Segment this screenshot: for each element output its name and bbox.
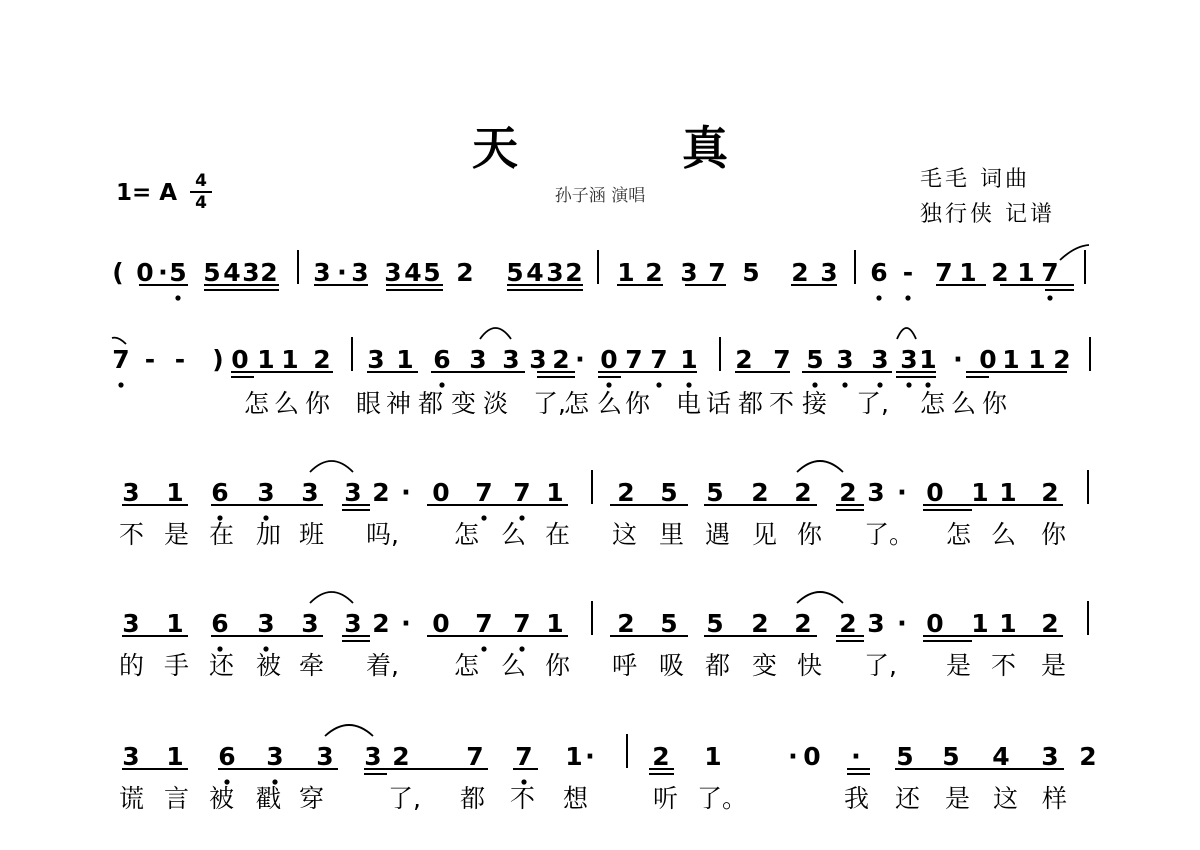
note: 2 (751, 609, 769, 638)
note: 3 (122, 742, 140, 771)
lyric-syllable: 么 (274, 389, 300, 418)
note: 0 (136, 258, 154, 287)
lyric-syllable: 都 (460, 784, 486, 813)
lyric-syllable: 怎 (946, 520, 972, 549)
lyric-syllable: 怎 (454, 651, 480, 680)
lyricist-composer-credit: 毛毛 词曲 (920, 167, 1030, 192)
lyric-syllable: 不 (769, 389, 795, 418)
note: 3 (301, 478, 319, 507)
note: 3 (351, 258, 369, 287)
note: 7 (773, 345, 791, 374)
note: 0 (231, 345, 249, 374)
tie (310, 461, 353, 472)
note: 1 (999, 478, 1017, 507)
song-title: 天 真 (471, 121, 802, 175)
note: 1 (959, 258, 977, 287)
note: · (401, 609, 411, 639)
note: 2 (751, 478, 769, 507)
note: 3 (316, 742, 334, 771)
note: · (158, 258, 168, 288)
note: 5 (506, 258, 524, 287)
note: 1 (617, 258, 635, 287)
note: 7 (1041, 258, 1059, 287)
note: 2 (260, 258, 278, 287)
lyric-syllable: 都 (705, 651, 731, 680)
note: 1 (396, 345, 414, 374)
note: 1 (999, 609, 1017, 638)
note: 0 (432, 609, 450, 638)
note: · (851, 742, 861, 772)
lyric-syllable: 样 (1042, 784, 1068, 813)
note: 2 (1041, 609, 1059, 638)
lyric-syllable: 被 (256, 651, 282, 680)
note: 3 (820, 258, 838, 287)
note: 2 (652, 742, 670, 771)
note: 3 (301, 609, 319, 638)
note: 7 (935, 258, 953, 287)
lyric-syllable: 吗, (366, 520, 399, 549)
lyric-syllable: 了, (388, 784, 421, 813)
lyric-syllable: 在 (545, 520, 571, 549)
note: 3 (546, 258, 564, 287)
lyric-syllable: 里 (659, 520, 685, 549)
lyric-syllable: 你 (982, 389, 1008, 418)
note: 2 (1041, 478, 1059, 507)
note: ( (112, 258, 124, 287)
note: 1 (971, 478, 989, 507)
note: 5 (742, 258, 760, 287)
note: 3 (344, 478, 362, 507)
lyric-syllable: 见 (752, 520, 778, 549)
note: · (897, 609, 907, 639)
note: 6 (211, 609, 229, 638)
note: ) (212, 345, 224, 374)
note: 1 (971, 609, 989, 638)
lyric-syllable: 是 (1041, 651, 1067, 680)
lyric-syllable: 怎 (244, 389, 270, 418)
note: 4 (992, 742, 1010, 771)
note: 3 (1041, 742, 1059, 771)
note: 7 (513, 609, 531, 638)
low-octave-dot (842, 382, 847, 387)
note: 3 (836, 345, 854, 374)
lyric-syllable: 你 (545, 651, 571, 680)
note: 5 (660, 609, 678, 638)
note: 1 (546, 609, 564, 638)
note: 3 (529, 345, 547, 374)
lyric-syllable: 是 (164, 520, 190, 549)
note: 3 (871, 345, 889, 374)
singer-credit: 孙子涵 演唱 (554, 186, 646, 206)
lyric-syllable: 你 (1041, 520, 1067, 549)
note: 3 (867, 478, 885, 507)
time-signature-bottom: 4 (195, 193, 207, 213)
note: 2 (839, 478, 857, 507)
lyric-syllable: 神 (386, 389, 412, 418)
note: 5 (806, 345, 824, 374)
note: 1 (680, 345, 698, 374)
lyric-syllable: 听 (653, 784, 679, 813)
lyric-syllable: 吸 (659, 651, 685, 680)
lyric-syllable: 的 (119, 651, 145, 680)
note: 0 (432, 478, 450, 507)
lyric-syllable: 着, (366, 651, 399, 680)
note: 0 (926, 478, 944, 507)
tie (797, 592, 843, 603)
note: 3 (122, 609, 140, 638)
note: - (144, 345, 156, 374)
note: 1 (166, 742, 184, 771)
lyric-syllable: 我 (844, 784, 870, 813)
note: 3 (502, 345, 520, 374)
note: 5 (896, 742, 914, 771)
lyric-syllable: 还 (895, 784, 921, 813)
lyric-syllable: 电 (676, 389, 702, 418)
note: 5 (203, 258, 221, 287)
lyric-syllable: 还 (209, 651, 235, 680)
note: 7 (513, 478, 531, 507)
note: 7 (515, 742, 533, 771)
note: 2 (456, 258, 474, 287)
note: - (902, 258, 914, 287)
lyric-syllable: 变 (752, 651, 778, 680)
lyric-syllable: 了, (856, 389, 889, 418)
note: · (575, 345, 585, 375)
note: 2 (794, 609, 812, 638)
note: 2 (565, 258, 583, 287)
note: · (585, 742, 595, 772)
note: 2 (991, 258, 1009, 287)
note: 1 (166, 478, 184, 507)
note: 3 (364, 742, 382, 771)
lyric-syllable: 眼 (356, 389, 382, 418)
note: 2 (1079, 742, 1097, 771)
note: 3 (367, 345, 385, 374)
note: 7 (112, 345, 130, 374)
note: 3 (313, 258, 331, 287)
note: 2 (735, 345, 753, 374)
lyric-syllable: 淡 (483, 389, 509, 418)
lyric-syllable: 都 (418, 389, 444, 418)
lyric-syllable: 被 (209, 784, 235, 813)
note: 2 (794, 478, 812, 507)
lyric-syllable: 了。 (864, 520, 915, 549)
note: 3 (242, 258, 260, 287)
note: 7 (475, 609, 493, 638)
note: 2 (392, 742, 410, 771)
note: · (897, 478, 907, 508)
lyric-syllable: 是 (945, 784, 971, 813)
lyric-syllable: 不 (119, 520, 145, 549)
lyric-syllable: 你 (305, 389, 331, 418)
tie (797, 461, 843, 472)
note: 0 (979, 345, 997, 374)
lyric-syllable: 话 (706, 389, 732, 418)
note: 2 (1053, 345, 1071, 374)
note: 1 (1028, 345, 1046, 374)
tie (480, 328, 511, 339)
lyric-syllable: 言 (164, 784, 190, 813)
lyric-syllable: 怎 (454, 520, 480, 549)
note: 0 (803, 742, 821, 771)
lyric-syllable: 谎 (119, 784, 145, 813)
note: 6 (870, 258, 888, 287)
lyric-syllable: 么 (501, 520, 527, 549)
note: 1 (1017, 258, 1035, 287)
lyric-syllable: 这 (993, 784, 1019, 813)
note: 5 (706, 609, 724, 638)
lyric-syllable: 么 (597, 389, 623, 418)
low-octave-dot (876, 295, 881, 300)
note: 5 (942, 742, 960, 771)
lyric-syllable: 这 (612, 520, 638, 549)
note: 1 (546, 478, 564, 507)
lyric-syllable: 遇 (705, 520, 731, 549)
note: · (337, 258, 347, 288)
note: 3 (900, 345, 918, 374)
note: 6 (211, 478, 229, 507)
note: 1 (281, 345, 299, 374)
lyric-syllable: 怎 (920, 389, 946, 418)
note: 1 (919, 345, 937, 374)
lyric-syllable: 接 (802, 389, 828, 418)
lyric-syllable: 不 (510, 784, 536, 813)
note: 7 (625, 345, 643, 374)
note: 3 (266, 742, 284, 771)
note: 4 (404, 258, 422, 287)
lyric-syllable: 不 (991, 651, 1017, 680)
lyric-syllable: 怎 (564, 389, 590, 418)
tie (897, 328, 916, 339)
low-octave-dot (481, 646, 486, 651)
lyric-syllable: 加 (256, 520, 282, 549)
note: 5 (423, 258, 441, 287)
note: 2 (313, 345, 331, 374)
lyric-syllable: 想 (563, 784, 589, 813)
tie (310, 592, 353, 603)
note: 6 (433, 345, 451, 374)
lyric-syllable: 了, (533, 389, 566, 418)
note: 3 (469, 345, 487, 374)
lyric-syllable: 班 (299, 520, 325, 549)
lyric-syllable: 戳 (256, 784, 282, 813)
note: 0 (926, 609, 944, 638)
low-octave-dot (905, 295, 910, 300)
note: 5 (660, 478, 678, 507)
note: 2 (552, 345, 570, 374)
note: - (174, 345, 186, 374)
note: 7 (650, 345, 668, 374)
low-octave-dot (906, 382, 911, 387)
note: 0 (600, 345, 618, 374)
lyric-syllable: 了。 (697, 784, 748, 813)
note: 1 (257, 345, 275, 374)
key-signature: 1= A (116, 180, 178, 206)
lyric-syllable: 快 (797, 651, 823, 680)
lyric-syllable: 牵 (299, 651, 325, 680)
note: 2 (372, 609, 390, 638)
note: 2 (372, 478, 390, 507)
note: 2 (617, 609, 635, 638)
low-octave-dot (481, 515, 486, 520)
note: 2 (791, 258, 809, 287)
note: 4 (223, 258, 241, 287)
note: 7 (466, 742, 484, 771)
note: 3 (384, 258, 402, 287)
lyric-syllable: 么 (991, 520, 1017, 549)
note: 1 (704, 742, 722, 771)
note: 3 (680, 258, 698, 287)
note: 5 (169, 258, 187, 287)
tie (325, 725, 373, 736)
note: 3 (344, 609, 362, 638)
low-octave-dot (1047, 295, 1052, 300)
note: 7 (475, 478, 493, 507)
low-octave-dot (656, 382, 661, 387)
note: 2 (839, 609, 857, 638)
note: · (401, 478, 411, 508)
note: 3 (867, 609, 885, 638)
time-signature-top: 4 (195, 171, 207, 191)
note: 4 (526, 258, 544, 287)
lyric-syllable: 是 (946, 651, 972, 680)
lyric-syllable: 你 (625, 389, 651, 418)
note: 7 (708, 258, 726, 287)
low-octave-dot (118, 382, 123, 387)
note: 1 (1002, 345, 1020, 374)
lyric-syllable: 呼 (612, 651, 638, 680)
lyric-syllable: 么 (501, 651, 527, 680)
lyric-syllable: 了, (864, 651, 897, 680)
note: 1 (166, 609, 184, 638)
note: · (953, 345, 963, 375)
lyric-syllable: 变 (451, 389, 477, 418)
note: 2 (617, 478, 635, 507)
tie (112, 338, 126, 344)
note: 2 (645, 258, 663, 287)
note: 5 (706, 478, 724, 507)
lyric-syllable: 你 (797, 520, 823, 549)
lyric-syllable: 手 (164, 651, 190, 680)
note: 3 (122, 478, 140, 507)
lyric-syllable: 么 (951, 389, 977, 418)
transcriber-credit: 独行侠 记谱 (920, 202, 1055, 227)
lyric-syllable: 都 (738, 389, 764, 418)
note: 3 (257, 478, 275, 507)
note: 3 (257, 609, 275, 638)
note: 6 (218, 742, 236, 771)
lyric-syllable: 穿 (299, 784, 325, 813)
low-octave-dot (175, 295, 180, 300)
lyric-syllable: 在 (209, 520, 235, 549)
note: 1 (565, 742, 583, 771)
note: · (788, 742, 798, 772)
